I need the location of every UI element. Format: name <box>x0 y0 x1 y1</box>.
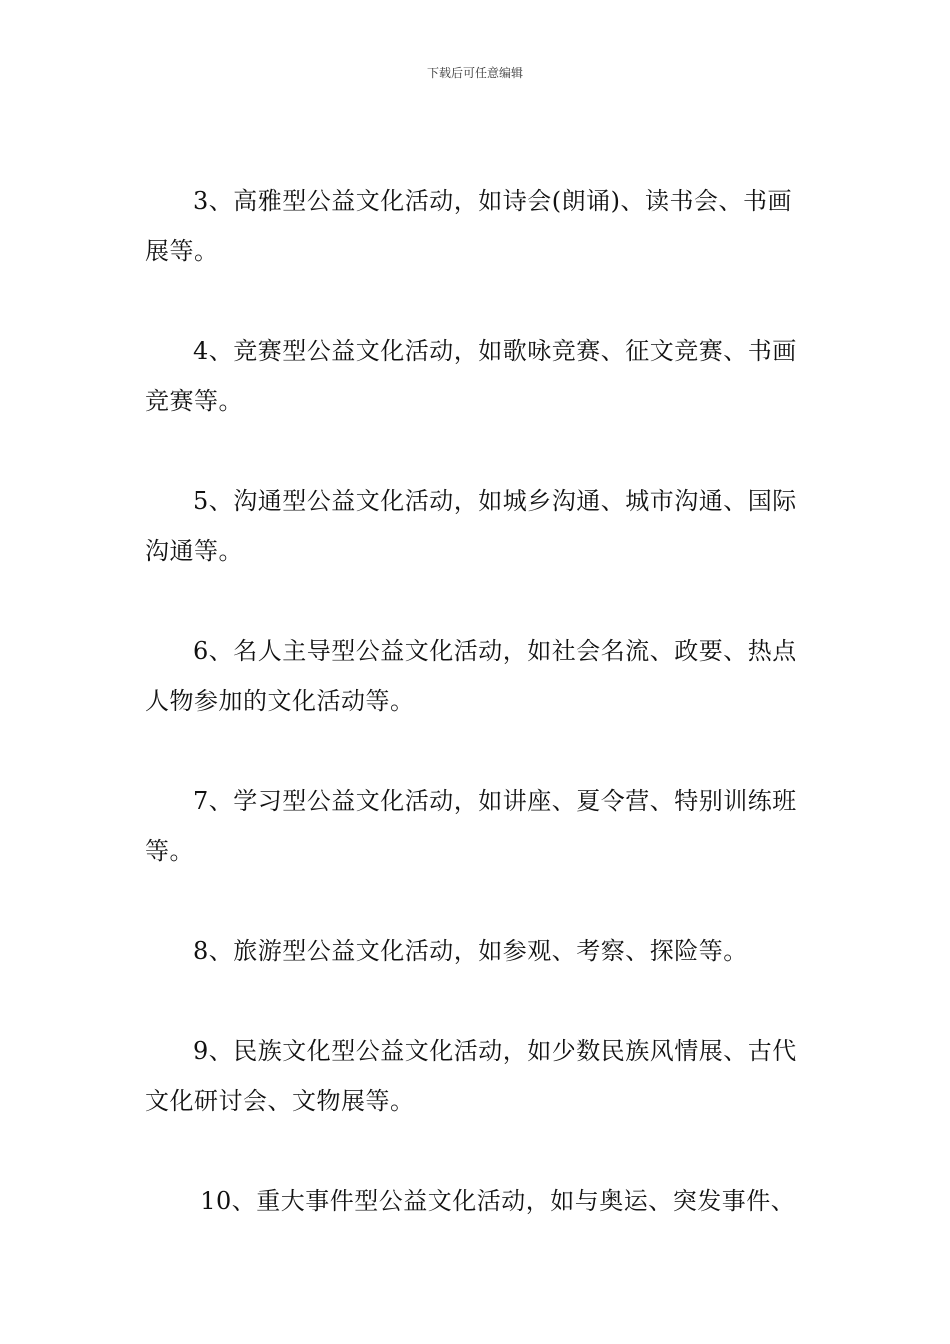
paragraph-5: 5、沟通型公益文化活动，如城乡沟通、城市沟通、国际沟通等。 <box>145 487 797 565</box>
paragraph-3: 3、高雅型公益文化活动，如诗会(朗诵)、读书会、书画展等。 <box>145 187 792 265</box>
paragraph-6: 6、名人主导型公益文化活动，如社会名流、政要、热点人物参加的文化活动等。 <box>145 637 797 715</box>
paragraph-9: 9、民族文化型公益文化活动，如少数民族风情展、古代文化研讨会、文物展等。 <box>145 1037 797 1115</box>
paragraph-10: 10、重大事件型公益文化活动，如与奥运、突发事件、 <box>200 1187 796 1215</box>
page-header: 下载后可任意编辑 <box>426 66 523 80</box>
paragraph-8: 8、旅游型公益文化活动，如参观、考察、探险等。 <box>193 937 748 965</box>
paragraph-4: 4、竞赛型公益文化活动，如歌咏竞赛、征文竞赛、书画竞赛等。 <box>145 337 797 415</box>
document-body <box>145 176 805 1226</box>
paragraph-7: 7、学习型公益文化活动，如讲座、夏令营、特别训练班等。 <box>145 787 797 865</box>
